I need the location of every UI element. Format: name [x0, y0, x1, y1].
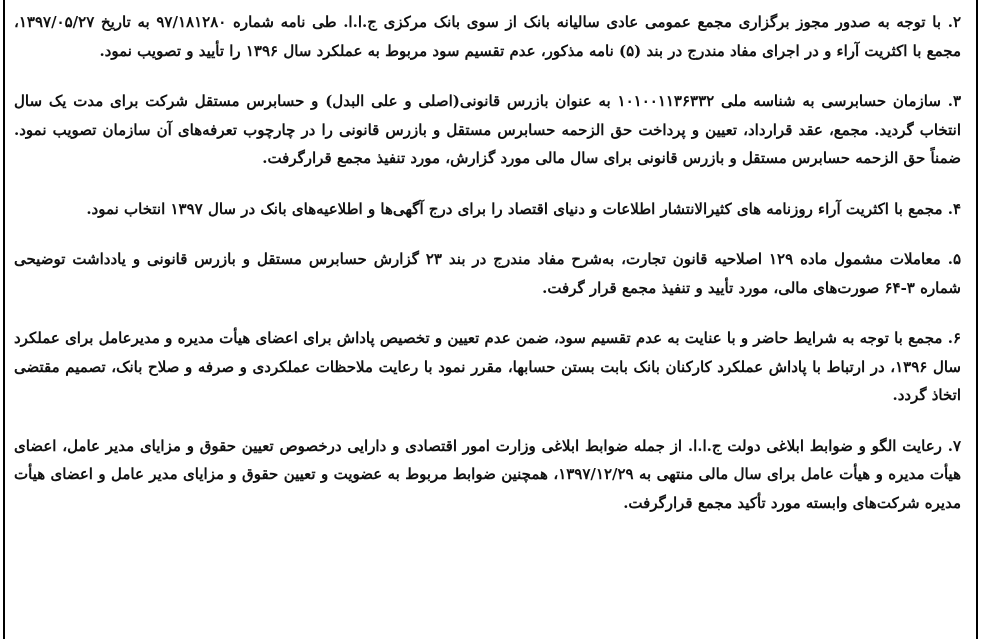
resolutions-text: [14, 8, 961, 517]
resolution-item-5: ۵. معاملات مشمول ماده ۱۲۹ اصلاحیه قانون تجارت، به‌شرح مفاد مندرج در بند ۲۳ گزارش حسابرس مستقل و بازرس قانونی و یادداشت توضیحی شماره ۳-۶۴ صورت‌های مالی، مورد تأیید و تنفیذ مجمع قرار گرفت.: [14, 250, 962, 297]
page-border-left: [3, 0, 5, 639]
page-border-right: [976, 0, 978, 639]
resolution-item-2: ۲. با توجه به صدور مجوز برگزاری مجمع عمومی عادی سالیانه بانک از سوی بانک مرکزی ج.ا.ا. طی نامه شماره ۹۷/۱۸۱۲۸۰ به تاریخ ۱۳۹۷/۰۵/۲۷، مجمع با اکثریت آراء و در اجرای مفاد مندرج در بند (۵) نامه مذکور، عدم تقسیم سود مربوط به عملکرد سال ۱۳۹۶ را تأیید و تصویب نمود.: [14, 13, 961, 60]
resolution-item-6: ۶. مجمع با توجه به شرایط حاضر و با عنایت به عدم تقسیم سود، ضمن عدم تعیین و تخصیص پاداش برای اعضای هیأت مدیره و مدیرعامل برای عملکرد سال ۱۳۹۶، در ارتباط با پاداش عملکرد کارکنان بانک بابت بستن حسابها، مقرر نمود با رعایت ملاحظات عملکردی و صرفه و صلاح بانک، تصمیم مقتضی اتخاذ گردد.: [14, 329, 962, 404]
resolution-item-4: ۴. مجمع با اکثریت آراء روزنامه های کثیرالانتشار اطلاعات و دنیای اقتصاد را برای درج آگهی‌ها و اطلاعیه‌های بانک در سال ۱۳۹۷ انتخاب نمود.: [86, 199, 961, 218]
resolution-item-7: ۷. رعایت الگو و ضوابط ابلاغی دولت ج.ا.ا. از جمله ضوابط ابلاغی وزارت امور اقتصادی و دارایی درخصوص تعیین حقوق و مزایای مدیر عامل، اعضای هیأت مدیره و هیأت عامل برای سال مالی منتهی به ۱۳۹۷/۱۲/۲۹، همچنین ضوابط مربوط به عضویت و تعیین حقوق و مزایای مدیر عامل و اعضای هیأت مدیره شرکت‌های وابسته مورد تأکید مجمع قرارگرفت.: [14, 436, 961, 512]
resolution-item-3: ۳. سازمان حسابرسی به شناسه ملی ۱۰۱۰۰۱۱۳۶۳۳۲ به عنوان بازرس قانونی(اصلی و علی البدل) و حسابرس مستقل شرکت برای مدت یک سال انتخاب گردید. مجمع، عقد قرارداد، تعیین و پرداخت حق الزحمه حسابرس مستقل و بازرس قانونی را در چارچوب تعرفه‌های آن سازمان تصویب نمود. ضمناً حق الزحمه حسابرس مستقل و بازرس قانونی برای سال مالی مورد گزارش، مورد تنفیذ مجمع قرارگرفت.: [14, 92, 962, 167]
